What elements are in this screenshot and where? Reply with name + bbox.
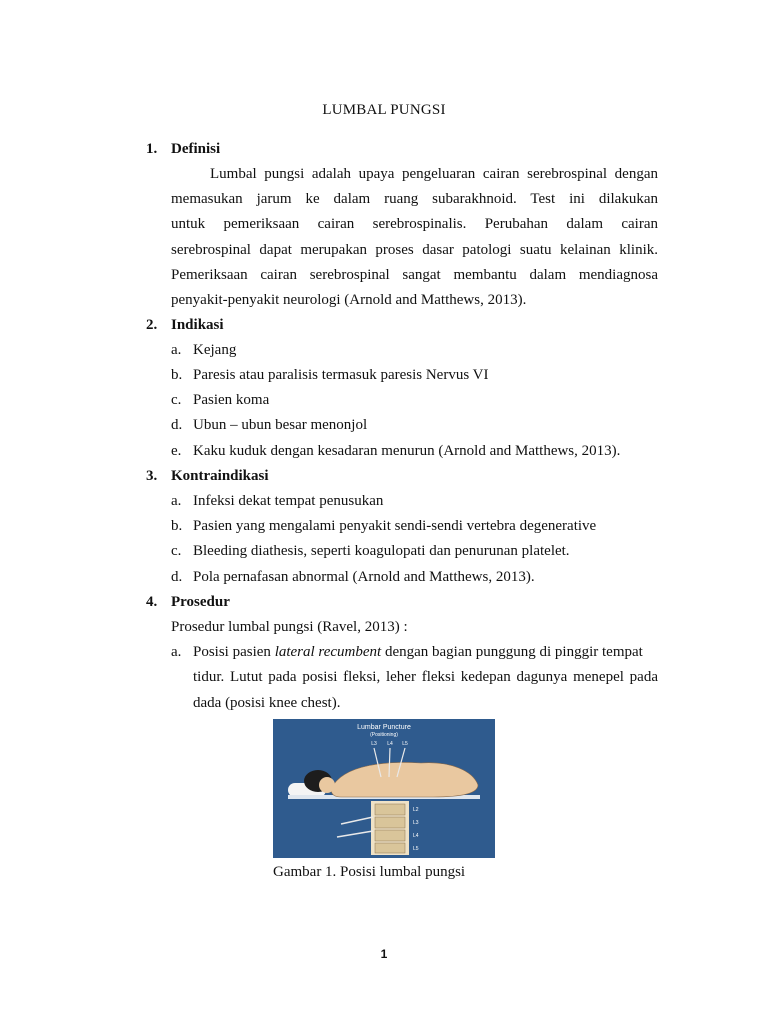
list-letter: a.: [171, 342, 182, 358]
section-heading-definisi: [146, 141, 220, 158]
lumbar-puncture-figure: [273, 719, 495, 858]
list-text-end: dengan bagian punggung di pinggir tempat: [381, 644, 643, 660]
list-text: Infeksi dekat tempat penusukan: [193, 493, 384, 509]
list-item: [171, 569, 535, 586]
list-item: [171, 392, 269, 409]
figure-label-top: L3: [371, 741, 377, 747]
list-letter: d.: [171, 417, 183, 433]
list-item: [171, 342, 236, 359]
section-number: 1.: [146, 141, 158, 157]
list-text-italic: lateral recumbent: [274, 644, 382, 660]
list-text: Kejang: [193, 342, 237, 358]
list-item: [171, 493, 383, 510]
list-text: Paresis atau paralisis termasuk paresis Nervus VI: [193, 367, 489, 383]
vertebra-shape: [375, 804, 405, 815]
lumbar-puncture-illustration: [273, 719, 495, 858]
list-letter: c.: [171, 392, 182, 408]
patient-face-shape: [319, 777, 335, 793]
figure-title: Lumbar Puncture: [357, 724, 411, 731]
list-text: Kaku kuduk dengan kesadaran menurun (Arnold and Matthews, 2013).: [193, 443, 621, 459]
list-letter: a.: [171, 644, 182, 660]
section-title: Definisi: [171, 141, 221, 157]
figure-label-top: L4: [387, 741, 393, 747]
section-number: 2.: [146, 317, 158, 333]
list-text: Pola pernafasan abnormal (Arnold and Matthews, 2013).: [193, 569, 535, 585]
vertebra-shape: [375, 843, 405, 853]
vertebra-shape: [375, 817, 405, 828]
section-title: Indikasi: [171, 317, 224, 333]
list-item-continuation: tidur. Lutut pada posisi fleksi, leher fleksi kedepan dagunya menepel pada: [193, 669, 658, 685]
section-title: Kontraindikasi: [171, 468, 269, 484]
list-text: Pasien koma: [193, 392, 270, 408]
section-number: 3.: [146, 468, 158, 484]
paragraph-line: Lumbal pungsi adalah upaya pengeluaran cairan serebrospinal dengan: [210, 166, 658, 182]
figure-label-spine: L4: [413, 833, 419, 839]
section-heading-indikasi: [146, 317, 224, 334]
list-item: [171, 644, 643, 661]
list-item: [171, 543, 570, 560]
figure-label-spine: L3: [413, 820, 419, 826]
vertebra-shape: [375, 830, 405, 841]
paragraph-line: Prosedur lumbal pungsi (Ravel, 2013) :: [171, 619, 408, 635]
list-item-continuation: dada (posisi knee chest).: [193, 695, 341, 711]
page-number: 1: [380, 947, 388, 961]
section-heading-prosedur: [146, 594, 230, 611]
list-item: [171, 443, 620, 460]
list-item: [171, 417, 367, 434]
paragraph-line: memasukan jarum ke dalam ruang subarakhnoid. Test ini dilakukan: [171, 191, 658, 207]
section-number: 4.: [146, 594, 158, 610]
paragraph-line: serebrospinal dapat merupakan proses dasar patologi suatu kelainan klinik.: [171, 242, 658, 258]
figure-label-spine: L5: [413, 846, 419, 852]
list-text-start: Posisi pasien: [193, 644, 275, 660]
list-text: Bleeding diathesis, seperti koagulopati dan penurunan platelet.: [193, 543, 570, 559]
section-title: Prosedur: [171, 594, 230, 610]
list-item: [171, 367, 488, 384]
list-letter: a.: [171, 493, 182, 509]
list-text: Ubun – ubun besar menonjol: [193, 417, 368, 433]
figure-label-spine: L2: [413, 807, 419, 813]
figure-caption: Gambar 1. Posisi lumbal pungsi: [273, 864, 466, 880]
list-item: [171, 518, 596, 535]
paragraph-line: Pemeriksaan cairan serebrospinal sangat membantu dalam mendiagnosa: [171, 267, 658, 283]
list-letter: e.: [171, 443, 182, 459]
section-heading-kontraindikasi: [146, 468, 269, 485]
paragraph-line: untuk pemeriksaan cairan serebrospinalis. Perubahan dalam cairan: [171, 216, 658, 232]
figure-subtitle: (Positioning): [370, 732, 398, 738]
list-letter: b.: [171, 367, 183, 383]
figure-label-top: L5: [402, 741, 408, 747]
paragraph-line: penyakit-penyakit neurologi (Arnold and Matthews, 2013).: [171, 292, 527, 308]
list-letter: b.: [171, 518, 183, 534]
list-letter: c.: [171, 543, 182, 559]
page-title: LUMBAL PUNGSI: [322, 102, 446, 118]
list-letter: d.: [171, 569, 183, 585]
list-text: Pasien yang mengalami penyakit sendi-sendi vertebra degenerative: [193, 518, 597, 534]
